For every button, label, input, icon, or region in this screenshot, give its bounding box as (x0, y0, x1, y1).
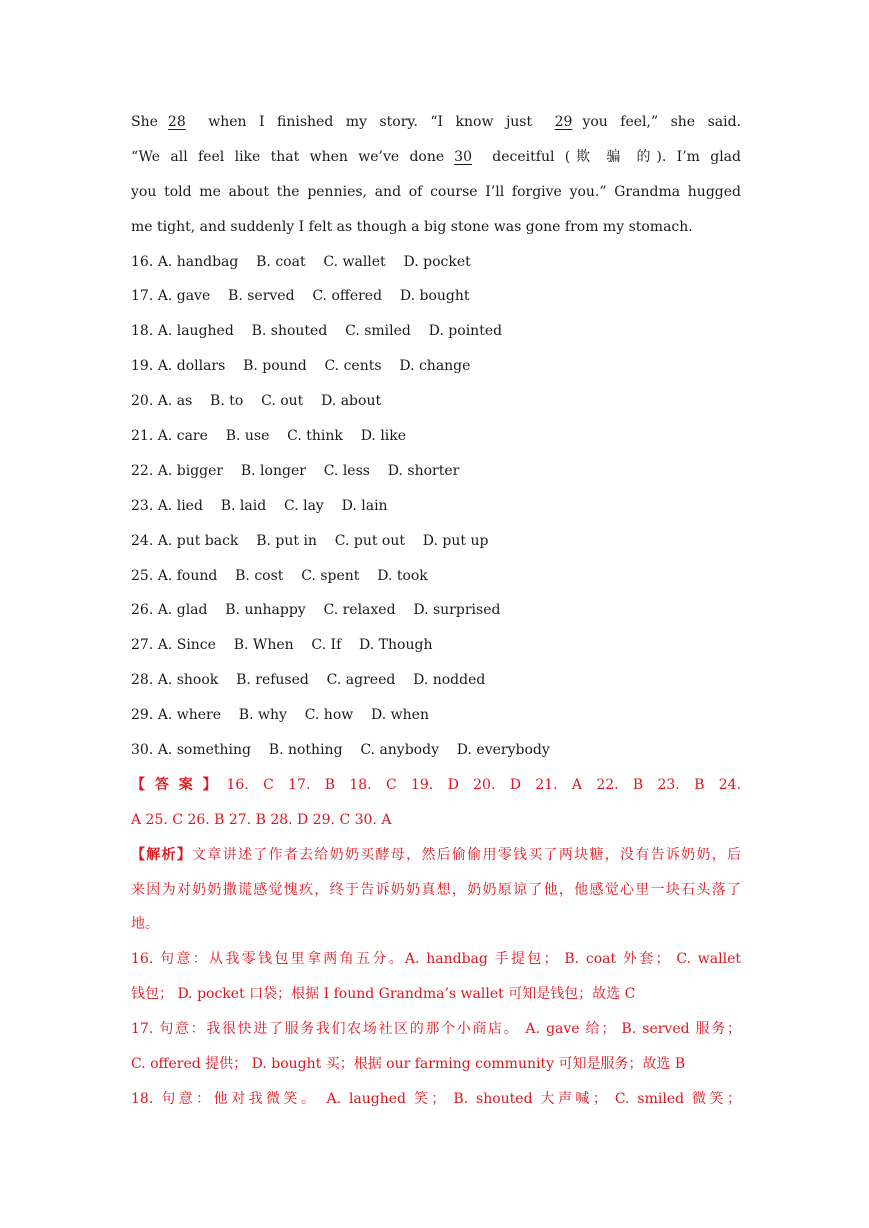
analysis-section (131, 845, 741, 1124)
answer-line-2: A 25. C 26. B 27. B 28. D 29. C 30. A (131, 811, 392, 828)
question-29: 29. A. where B. why C. how D. when (131, 707, 429, 724)
analysis-line-2: 来因为对奶奶撒谎感觉愧疚，终于告诉奶奶真想，奶奶原谅了他，他感觉心里一块石头落了 (131, 881, 741, 898)
blank-29: 29 (554, 114, 573, 130)
passage (131, 112, 741, 252)
answer-section (131, 775, 741, 845)
question-26: 26. A. glad B. unhappy C. relaxed D. surprised (131, 602, 501, 619)
text: “We all feel like that when we’ve done (131, 148, 445, 165)
document-page (131, 112, 741, 1124)
text: you feel,” she said. (582, 114, 741, 130)
question-24: 24. A. put back B. put in C. put out D. put up (131, 532, 489, 549)
passage-line-1 (131, 112, 741, 147)
analysis-text: 文章讲述了作者去给奶奶买酵母，然后偷偷用零钱买了两块糖，没有告诉奶奶，后 (192, 846, 741, 863)
analysis-line-1 (131, 845, 741, 880)
question-28: 28. A. shook B. refused C. agreed D. nodded (131, 672, 486, 689)
text: deceitful (欺 骗 的). I’m glad (481, 148, 741, 165)
question-23: 23. A. lied B. laid C. lay D. lain (131, 497, 388, 514)
question-30: 30. A. something B. nothing C. anybody D. everybody (131, 742, 550, 759)
question-17: 17. A. gave B. served C. offered D. bought (131, 288, 470, 305)
answer-keys: 16. C 17. B 18. C 19. D 20. D 21. A 22. B 23. B 24. (226, 776, 741, 793)
analysis-q17-line-2: C. offered 提供； D. bought 买；根据 our farming community 可知是服务；故选 B (131, 1056, 686, 1073)
question-19: 19. A. dollars B. pound C. cents D. change (131, 358, 471, 375)
analysis-q17-line-1: 17. 句意：我很快进了服务我们农场社区的那个小商店。 A. gave 给； B. served 服务； (131, 1021, 741, 1038)
answer-label: 【答案】 (131, 776, 227, 793)
question-21: 21. A. care B. use C. think D. like (131, 428, 407, 445)
text: when I finished my story. “I know just (195, 114, 545, 130)
answer-line-1 (131, 775, 741, 810)
blank-28: 28 (167, 114, 186, 130)
analysis-q18-line-1: 18. 句意：他对我微笑。 A. laughed 笑； B. shouted 大声喊； C. smiled 微笑； (131, 1090, 741, 1107)
analysis-label: 【解析】 (131, 846, 193, 863)
question-22: 22. A. bigger B. longer C. less D. shorter (131, 462, 460, 479)
question-list (131, 252, 741, 775)
blank-30: 30 (454, 148, 472, 165)
question-18: 18. A. laughed B. shouted C. smiled D. pointed (131, 323, 503, 340)
analysis-q16-line-2: 钱包； D. pocket 口袋；根据 I found Grandma’s wallet 可知是钱包；故选 C (131, 986, 636, 1003)
passage-line-3: you told me about the pennies, and of course I’ll forgive you.” Grandma hugged (131, 183, 741, 200)
question-20: 20. A. as B. to C. out D. about (131, 393, 382, 410)
question-25: 25. A. found B. cost C. spent D. took (131, 567, 428, 584)
passage-line-4: me tight, and suddenly I felt as though a big stone was gone from my stomach. (131, 218, 693, 235)
text: She (131, 114, 158, 130)
analysis-q16-line-1: 16. 句意：从我零钱包里拿两角五分。A. handbag 手提包； B. coat 外套； C. wallet (131, 951, 741, 968)
question-16: 16. A. handbag B. coat C. wallet D. pocket (131, 253, 471, 270)
analysis-line-3: 地。 (131, 916, 159, 933)
passage-line-2 (131, 147, 741, 182)
question-27: 27. A. Since B. When C. If D. Though (131, 637, 433, 654)
